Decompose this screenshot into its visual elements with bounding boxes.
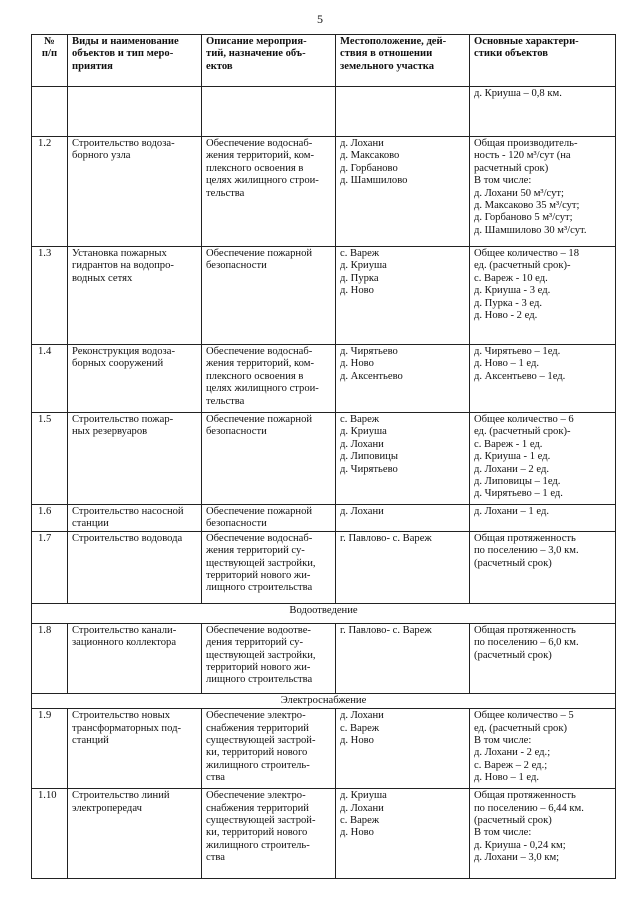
- cell-line: жилищного строитель-: [206, 839, 310, 851]
- cell-line: В том числе:: [474, 827, 532, 839]
- cell-location: [336, 137, 470, 247]
- cell-location: [336, 623, 470, 693]
- cell-line: по поселению – 3,0 км.: [474, 545, 579, 557]
- cell-location: [336, 505, 470, 532]
- cell-location: [336, 709, 470, 789]
- cell-line: Обеспечение электро-: [206, 790, 306, 802]
- cell-line: (расчетный срок): [474, 557, 552, 569]
- cell-line: тельства: [206, 187, 245, 199]
- cell-line: д. Лохани: [340, 138, 384, 149]
- cell-line: электропередач: [72, 802, 142, 814]
- cell-location: [336, 413, 470, 505]
- cell-line: Строительство линий: [72, 790, 170, 802]
- cell-line: (расчетный срок): [474, 649, 552, 661]
- cell-line: борных сооружений: [72, 358, 164, 370]
- cell-chars: [470, 623, 616, 693]
- cell-line: д. Криуша – 0,8 км.: [474, 88, 562, 99]
- cell-line: снабжения территорий: [206, 722, 309, 734]
- cell-name: [68, 623, 202, 693]
- cell-line: д. Чирятьево – 1ед.: [474, 346, 561, 357]
- cell-line: д. Пурка: [340, 272, 379, 284]
- cell-line: д. Ново - 2 ед.: [474, 310, 538, 322]
- cell-line: Общая производитель-: [474, 138, 578, 149]
- cell-line: ки, территорий нового: [206, 827, 308, 839]
- table-row: [32, 789, 616, 879]
- cell-line: Строительство новых: [72, 710, 170, 722]
- cell-line: д. Аксентьево – 1ед.: [474, 370, 566, 382]
- table-row: [32, 413, 616, 505]
- section-title: Водоотведение: [32, 603, 616, 623]
- cell-chars: [470, 345, 616, 413]
- cell-line: Обеспечение водоотве-: [206, 624, 311, 636]
- cell-line: Общая протяженность: [474, 624, 576, 636]
- cell-desc: [202, 137, 336, 247]
- cell-line: д. Чирятьево: [340, 463, 398, 475]
- cell-line: Обеспечение водоснаб-: [206, 532, 313, 544]
- cell-line: жилищного строитель-: [206, 759, 310, 771]
- cell-location: [336, 789, 470, 879]
- cell-line: ед. (расчетный срок)-: [474, 426, 571, 438]
- cell-line: расчетный срок): [474, 162, 549, 174]
- header-num: № п/п: [32, 35, 68, 87]
- table-row: [32, 531, 616, 603]
- cell-line: д. Лохани: [340, 710, 384, 722]
- cell-line: с. Вареж: [340, 248, 380, 259]
- cell-line: д. Ново: [340, 358, 374, 370]
- cell-line: д. Лохани: [340, 438, 384, 450]
- cell-line: д. Лохани – 2 ед.: [474, 463, 549, 475]
- cell-line: с. Вареж – 2 ед.;: [474, 759, 548, 771]
- cell-chars: [470, 531, 616, 603]
- cell-name: [68, 247, 202, 345]
- cell-location: [336, 531, 470, 603]
- cell-line: ства: [206, 852, 225, 864]
- cell-line: Общее количество – 6: [474, 414, 574, 425]
- cell-line: Обеспечение пожарной: [206, 248, 313, 259]
- cell-desc: [202, 247, 336, 345]
- cell-line: по поселению – 6,0 км.: [474, 637, 579, 649]
- infrastructure-table: [31, 34, 616, 879]
- cell-line: В том числе:: [474, 175, 532, 187]
- cell-chars: [470, 413, 616, 505]
- cell-line: Общая протяженность: [474, 790, 576, 802]
- cell-line: д. Криуша - 3 ед.: [474, 285, 551, 297]
- section-title: Электроснабжение: [32, 693, 616, 708]
- cell-name: [68, 505, 202, 532]
- cell-line: Обеспечение пожарной: [206, 414, 313, 425]
- cell-line: д. Ново – 1 ед.: [474, 358, 540, 370]
- cell-line: ки, территорий нового: [206, 747, 308, 759]
- cell-num: 1.5: [32, 413, 68, 505]
- cell-line: Обеспечение электро-: [206, 710, 306, 722]
- cell-line: трансформаторных под-: [72, 722, 182, 734]
- cell-desc: [202, 413, 336, 505]
- table-row: [32, 137, 616, 247]
- cell-chars: [470, 505, 616, 532]
- cell-line: Строительство водовода: [72, 532, 183, 544]
- cell-line: с. Вареж - 1 ед.: [474, 438, 543, 450]
- cell-line: по поселению – 6,44 км.: [474, 802, 584, 814]
- cell-num: 1.8: [32, 623, 68, 693]
- cell-desc: [202, 345, 336, 413]
- cell-line: д. Чирятьево: [340, 346, 398, 357]
- cell-line: д. Горбаново: [340, 162, 398, 174]
- cell-name: [68, 137, 202, 247]
- cell-line: зационного коллектора: [72, 637, 177, 649]
- cell-line: Общая протяженность: [474, 532, 576, 544]
- table-body: [32, 87, 616, 879]
- cell-line: д. Шамшилово: [340, 175, 408, 187]
- cell-line: Строительство пожар-: [72, 414, 174, 425]
- cell-num: [32, 87, 68, 137]
- cell-line: Обеспечение водоснаб-: [206, 138, 313, 149]
- cell-line: д. Аксентьево: [340, 370, 403, 382]
- cell-name: [68, 531, 202, 603]
- page-number: 5: [317, 12, 323, 26]
- table-row: [32, 623, 616, 693]
- cell-line: жения территорий, ком-: [206, 358, 314, 370]
- cell-chars: [470, 137, 616, 247]
- cell-line: территорий нового жи-: [206, 570, 311, 582]
- cell-line: д. Криуша - 1 ед.: [474, 451, 551, 463]
- cell-desc: [202, 531, 336, 603]
- cell-line: д. Липовицы: [340, 451, 398, 463]
- cell-line: лищного строительства: [206, 582, 313, 594]
- cell-line: д. Горбаново 5 м³/сут;: [474, 212, 573, 224]
- cell-chars: [470, 87, 616, 137]
- cell-line: с. Вареж - 10 ед.: [474, 272, 548, 284]
- cell-line: д. Лохани - 2 ед.;: [474, 747, 551, 759]
- cell-line: д. Криуша: [340, 790, 387, 802]
- table-header-row: [32, 35, 616, 87]
- cell-line: (расчетный срок): [474, 815, 552, 827]
- cell-line: водных сетях: [72, 272, 133, 284]
- cell-line: Реконструкция водоза-: [72, 346, 175, 357]
- cell-line: д. Пурка - 3 ед.: [474, 297, 542, 309]
- cell-line: Строительство канали-: [72, 624, 177, 636]
- cell-line: жения территорий су-: [206, 545, 305, 557]
- cell-line: д. Криуша: [340, 260, 387, 272]
- cell-name: [68, 413, 202, 505]
- cell-line: безопасности: [206, 426, 267, 438]
- cell-num: 1.6: [32, 505, 68, 532]
- cell-line: снабжения территорий: [206, 802, 309, 814]
- cell-location: [336, 345, 470, 413]
- cell-desc: [202, 505, 336, 532]
- cell-line: территорий нового жи-: [206, 662, 311, 674]
- cell-line: с. Вареж: [340, 414, 380, 425]
- cell-line: плексного освоения в: [206, 162, 304, 174]
- table-row: [32, 247, 616, 345]
- header-name: Виды и наименование объектов и тип меро- приятия: [68, 35, 202, 87]
- section-row: [32, 603, 616, 623]
- section-row: [32, 693, 616, 708]
- cell-line: лищного строительства: [206, 674, 313, 686]
- cell-line: д. Лохани 50 м³/сут;: [474, 187, 564, 199]
- cell-name: [68, 345, 202, 413]
- cell-line: станций: [72, 735, 109, 747]
- cell-name: [68, 789, 202, 879]
- cell-line: В том числе:: [474, 735, 532, 747]
- cell-line: д. Ново: [340, 285, 374, 297]
- cell-location: [336, 87, 470, 137]
- cell-line: ед. (расчетный срок): [474, 722, 568, 734]
- cell-line: Общее количество – 18: [474, 248, 580, 259]
- cell-line: д. Ново – 1 ед.: [474, 772, 540, 784]
- cell-line: Обеспечение водоснаб-: [206, 346, 313, 357]
- cell-num: 1.9: [32, 709, 68, 789]
- cell-line: г. Павлово- с. Вареж: [340, 624, 432, 636]
- cell-line: Строительство водоза-: [72, 138, 175, 149]
- cell-line: целях жилищного строи-: [206, 383, 319, 395]
- cell-num: 1.10: [32, 789, 68, 879]
- cell-line: существующей застрой-: [206, 735, 316, 747]
- cell-line: существующей застрой-: [206, 815, 316, 827]
- cell-line: Обеспечение пожарной: [206, 506, 313, 517]
- cell-line: д. Ново: [340, 735, 374, 747]
- cell-num: 1.2: [32, 137, 68, 247]
- cell-line: Общее количество – 5: [474, 710, 574, 722]
- header-location: Местоположение, дей- ствия в отношении земельного участка: [336, 35, 470, 87]
- table-row: [32, 345, 616, 413]
- cell-line: ность - 120 м³/сут (на: [474, 150, 571, 162]
- cell-line: гидрантов на водопро-: [72, 260, 174, 272]
- cell-chars: [470, 247, 616, 345]
- cell-desc: [202, 87, 336, 137]
- cell-line: безопасности: [206, 260, 267, 272]
- cell-line: д. Криуша - 0,24 км;: [474, 839, 566, 851]
- cell-line: д. Криуша: [340, 426, 387, 438]
- header-desc: Описание мероприя- тий, назначение объ- ектов: [202, 35, 336, 87]
- cell-line: ных резервуаров: [72, 426, 148, 438]
- cell-line: д. Липовицы – 1ед.: [474, 476, 561, 488]
- cell-line: безопасности: [206, 518, 267, 530]
- cell-line: с. Вареж: [340, 722, 380, 734]
- cell-line: ства: [206, 772, 225, 784]
- cell-line: д. Чирятьево – 1 ед.: [474, 488, 563, 500]
- cell-line: д. Лохани – 3,0 км;: [474, 852, 560, 864]
- cell-location: [336, 247, 470, 345]
- cell-chars: [470, 789, 616, 879]
- cell-name: [68, 87, 202, 137]
- cell-line: борного узла: [72, 150, 131, 162]
- cell-desc: [202, 789, 336, 879]
- cell-line: д. Максаково 35 м³/сут;: [474, 200, 580, 212]
- header-chars: Основные характери- стики объектов: [470, 35, 616, 87]
- table-row: [32, 87, 616, 137]
- cell-num: 1.3: [32, 247, 68, 345]
- cell-line: ществующей застройки,: [206, 649, 316, 661]
- cell-line: г. Павлово- с. Вареж: [340, 532, 432, 544]
- cell-line: плексного освоения в: [206, 370, 304, 382]
- cell-line: ед. (расчетный срок)-: [474, 260, 571, 272]
- cell-name: [68, 709, 202, 789]
- cell-line: жения территорий, ком-: [206, 150, 314, 162]
- cell-line: станции: [72, 518, 109, 530]
- cell-desc: [202, 623, 336, 693]
- cell-line: д. Шамшилово 30 м³/сут.: [474, 224, 587, 236]
- cell-line: с. Вареж: [340, 815, 380, 827]
- cell-line: д. Лохани: [340, 506, 384, 517]
- cell-line: Установка пожарных: [72, 248, 167, 259]
- cell-line: Строительство насосной: [72, 506, 184, 517]
- cell-desc: [202, 709, 336, 789]
- cell-line: целях жилищного строи-: [206, 175, 319, 187]
- cell-line: д. Лохани – 1 ед.: [474, 506, 549, 517]
- cell-num: 1.4: [32, 345, 68, 413]
- cell-line: ществующей застройки,: [206, 557, 316, 569]
- cell-line: д. Максаково: [340, 150, 400, 162]
- cell-line: д. Ново: [340, 827, 374, 839]
- cell-num: 1.7: [32, 531, 68, 603]
- cell-line: д. Лохани: [340, 802, 384, 814]
- cell-chars: [470, 709, 616, 789]
- table-row: [32, 505, 616, 532]
- cell-line: дения территорий су-: [206, 637, 304, 649]
- table-row: [32, 709, 616, 789]
- cell-line: тельства: [206, 395, 245, 407]
